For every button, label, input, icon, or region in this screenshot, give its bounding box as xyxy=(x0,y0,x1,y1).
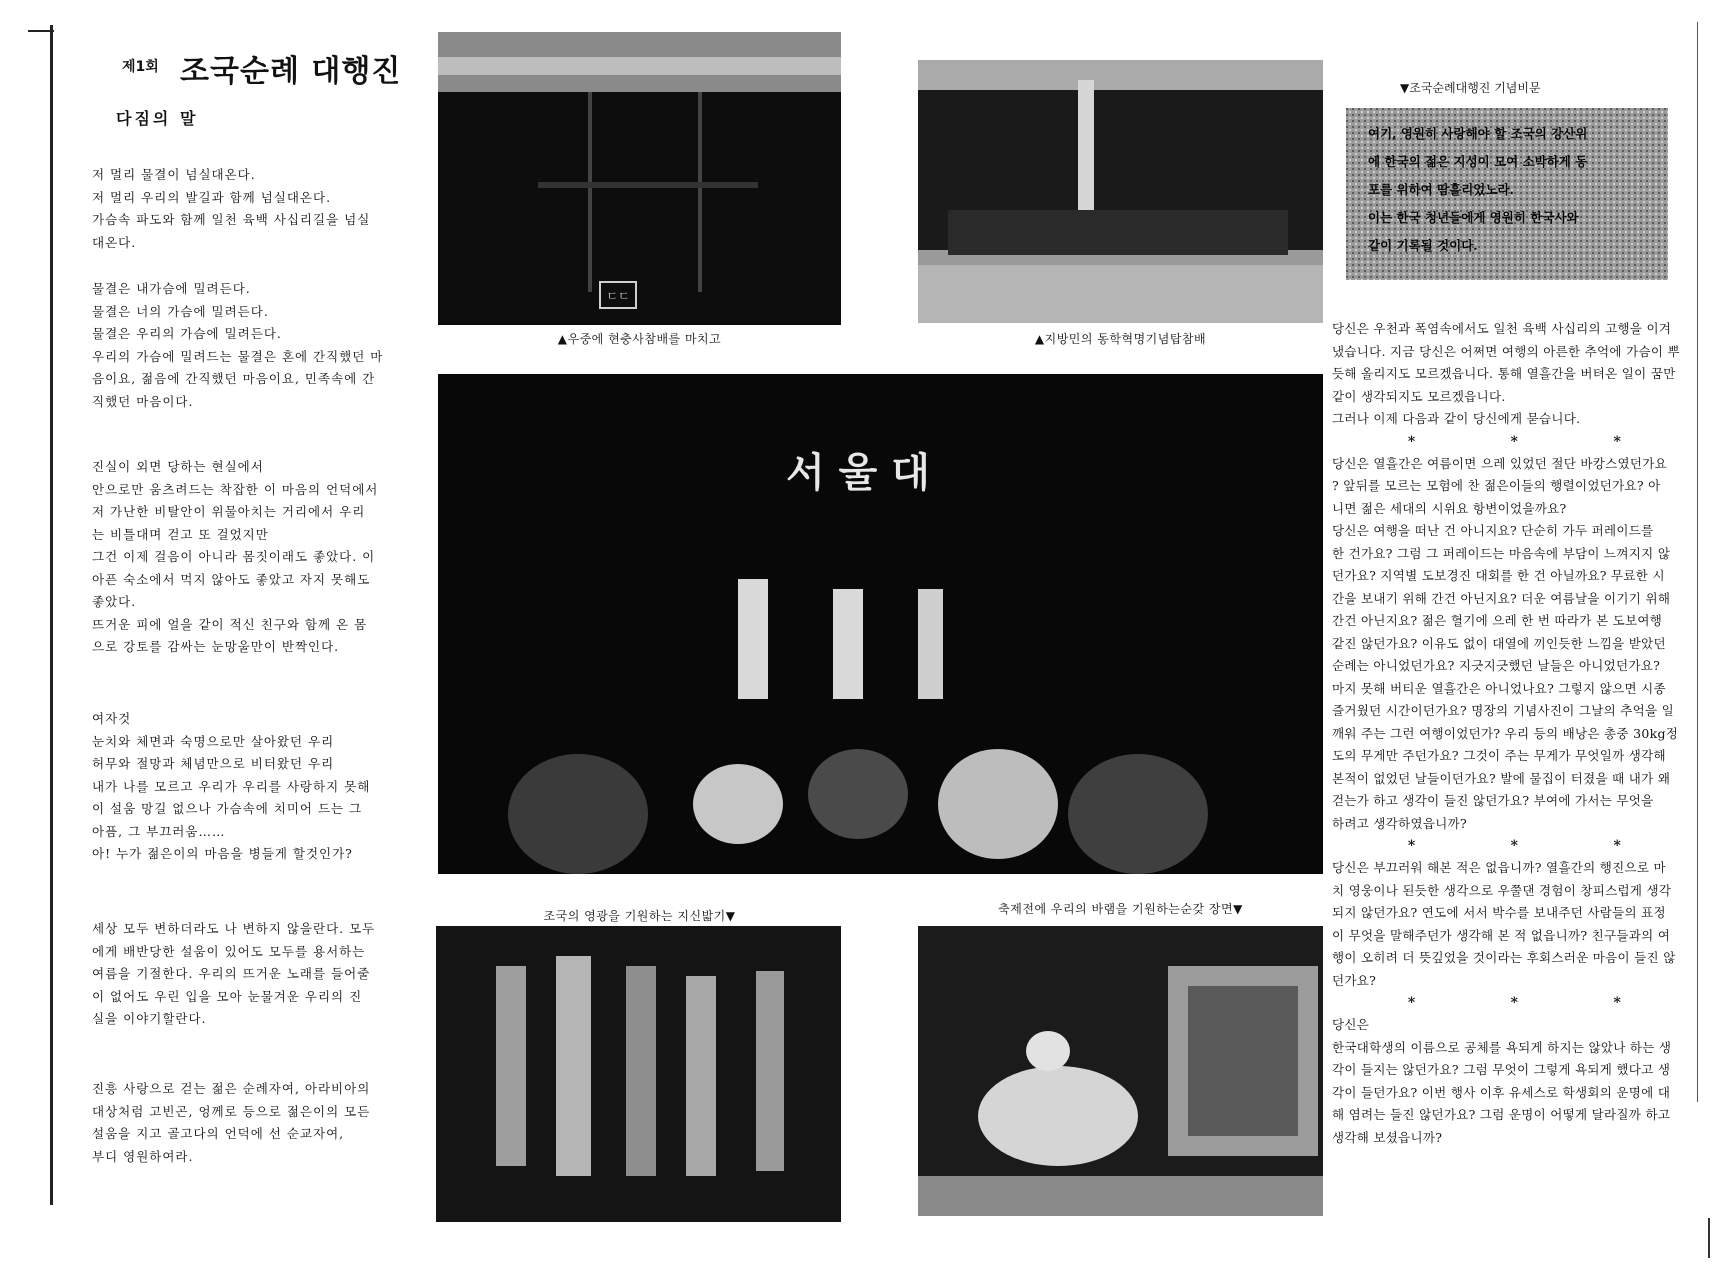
essay-line: 당신은 열흘간은 여름이면 으레 있었던 절단 바캉스였던가요 xyxy=(1332,455,1668,471)
essay-line: 냈습니다. 지금 당신은 어쩌면 여행의 아른한 추억에 가슴이 뿌 xyxy=(1332,343,1680,359)
essay-line: 니면 젊은 세대의 시위요 항변이었을까요? xyxy=(1332,500,1567,516)
photo-seoul-university-group xyxy=(438,374,1323,874)
poem-line: 는 비틀대며 걷고 또 걸었지만 xyxy=(92,526,269,542)
essay-line: 던가요? 지역별 도보경진 대회를 한 건 아닐까요? 무료한 시 xyxy=(1332,568,1665,583)
memorial-caption: ▼조국순례대행진 기념비문 xyxy=(1400,81,1541,95)
poem-line: 허무와 절망과 체념만으로 비터왔던 우리 xyxy=(92,756,335,771)
poem-line: 설움을 지고 골고다의 언덕에 선 순교자여, xyxy=(92,1126,345,1141)
poem-line: 물결은 내가슴에 밀려든다. xyxy=(92,281,251,296)
poem-line: 아픔, 그 부끄러움…… xyxy=(92,823,226,839)
poem-line: 에게 배반당한 설움이 있어도 모두를 용서하는 xyxy=(92,943,366,959)
photo-ground-ceremony xyxy=(436,926,841,1222)
poem-line: 대온다. xyxy=(92,234,137,250)
essay-line: ? 앞뒤를 모르는 모험에 찬 젊은이들의 행렬이었던가요? 아 xyxy=(1332,478,1661,493)
poem-line: 음이요, 젊음에 간직했던 마음이요, 민족속에 간 xyxy=(92,371,376,386)
essay-line: 한 건가요? 그럼 그 퍼레이드는 마음속에 부담이 느껴지지 않 xyxy=(1332,545,1671,561)
essay-line: 당신은 여행을 떠난 건 아니지요? 단순히 가두 퍼레이드를 xyxy=(1332,523,1654,538)
photo-plaque-text: ㄷㄷ xyxy=(606,289,630,303)
essay-line: 생각해 보셨읍니까? xyxy=(1332,1129,1443,1145)
poem-line: 좋았다. xyxy=(92,594,137,609)
essay-line: 걷는가 하고 생각이 들진 않던가요? 부여에 가서는 무엇을 xyxy=(1332,793,1654,808)
essay-line: 던가요? xyxy=(1332,972,1377,988)
poem-line: 내가 나를 모르고 우리가 우리를 사랑하지 못해 xyxy=(92,778,371,794)
essay-line: 마지 못해 버티운 열흘간은 아니었나요? 그렇지 않으면 시종 xyxy=(1332,680,1666,696)
essay-line: 치 영웅이나 된듯한 생각으로 우쭐댄 경험이 창피스럽게 생각 xyxy=(1332,882,1672,898)
poem-stanza-2 xyxy=(92,278,427,413)
essay-line: 해 염려는 들진 않던가요? 그럼 운명이 어떻게 달라질까 하고 xyxy=(1332,1107,1671,1122)
essay-line: 간을 보내기 위해 간건 아닌지요? 더운 여름날을 이기기 위해 xyxy=(1332,590,1671,606)
poem-stanza-5 xyxy=(92,918,427,1031)
essay-line: 깨워 주는 그런 여행이었던가? 우리 등의 배낭은 총중 30kg정 xyxy=(1332,725,1679,741)
caption-shrine-visit: ▲우중에 현충사참배를 마치고 xyxy=(557,332,722,346)
poem-line: 안으로만 움츠려드는 착잡한 이 마음의 언덕에서 xyxy=(92,481,379,497)
essay-line: 당신은 부끄러워 해본 적은 없읍니까? 열흘간의 행진으로 마 xyxy=(1332,860,1666,875)
poem-line: 물결은 너의 가슴에 밀려든다. xyxy=(92,303,269,319)
memorial-line: 에 한국의 젊은 지성이 모여 소박하게 동 xyxy=(1368,154,1588,169)
memorial-line: 이는 한국 청년들에게 영원히 한국사와 xyxy=(1368,210,1579,225)
photo-festival-prayer xyxy=(918,926,1323,1216)
essay-line: 순례는 아니었던가요? 지긋지긋했던 날들은 아니었던가요? xyxy=(1332,658,1661,673)
essay-line: 간건 아닌지요? 젊은 혈기에 으레 한 번 따라가 본 도보여행 xyxy=(1332,613,1663,628)
photo-monument-visit xyxy=(918,60,1323,323)
bottom-right-mark xyxy=(1708,1218,1710,1258)
memorial-inscription xyxy=(1346,108,1668,280)
essay-line: 같이 생각되지도 모르겠읍니다. xyxy=(1332,388,1506,404)
memorial-line: 여기, 영원히 사랑해야 할 조국의 강산위 xyxy=(1368,126,1588,141)
section-stars: * * * xyxy=(1407,838,1622,854)
caption-festival-prayer: 축제전에 우리의 바램을 기원하는순갖 장면▼ xyxy=(998,902,1243,916)
essay-line: 각이 들지는 않던가요? 그럼 무엇이 그렇게 욕되게 했다고 생 xyxy=(1332,1062,1671,1077)
essay-line: 이 무엇을 말해주던가 생각해 본 적 없읍니까? 친구들과의 여 xyxy=(1332,927,1671,943)
essay-line: 각이 들던가요? 이번 행사 이후 유세스로 학생회의 운명에 대 xyxy=(1332,1084,1671,1100)
poem-line: 뜨거운 피에 얼을 같이 적신 친구와 함께 온 몸 xyxy=(92,616,368,632)
essay-line: 도의 무게만 주던가요? 그것이 주는 무게가 무엇일까 생각해 xyxy=(1332,748,1666,763)
poem-line: 눈치와 체면과 숙명으로만 살아왔던 우리 xyxy=(92,733,335,749)
poem-line: 가슴속 파도와 함께 일천 육백 사십리길을 넘실 xyxy=(92,212,371,227)
section-stars: * * * xyxy=(1407,995,1622,1011)
essay-line: 하려고 생각하였읍니까? xyxy=(1332,815,1468,831)
poem-line: 저 가난한 비탈안이 위물아치는 거리에서 우리 xyxy=(92,504,366,519)
caption-ground-ceremony: 조국의 영광을 기원하는 지신밟기▼ xyxy=(543,909,736,923)
poem-line: 부디 영원하여라. xyxy=(92,1148,194,1164)
poem-stanza-6 xyxy=(92,1078,427,1168)
photo-sign-text: 서 울 대 xyxy=(786,450,930,496)
poem-line: 으로 강토를 감싸는 눈망울만이 반짝인다. xyxy=(92,639,340,654)
poem-line: 대상처럼 고빈곤, 엉께로 등으로 젊은이의 모든 xyxy=(92,1103,371,1119)
section-stars: * * * xyxy=(1407,433,1622,450)
poem-line: 직했던 마음이다. xyxy=(92,393,194,409)
essay-column xyxy=(1332,318,1697,1149)
left-margin-rule xyxy=(50,25,53,1205)
left-margin-tick xyxy=(28,30,54,32)
poem-line: 실을 이야기할란다. xyxy=(92,1011,207,1026)
poem-line: 진실이 외면 당하는 현실에서 xyxy=(92,459,264,474)
essay-line: 본적이 없었던 날들이던가요? 발에 물집이 터졌을 때 내가 왜 xyxy=(1332,770,1671,786)
poem-line: 아! 누가 젊은이의 마음을 병들게 할것인가? xyxy=(92,846,353,861)
caption-monument-visit: ▲지방민의 동학혁명기념탑참배 xyxy=(1034,332,1207,346)
essay-line: 한국대학생의 이름으로 공체를 욕되게 하지는 않았나 하는 생 xyxy=(1332,1039,1672,1055)
essay-line: 되지 않던가요? 연도에 서서 박수를 보내주던 사람들의 표정 xyxy=(1332,905,1666,920)
poem-line: 우리의 가슴에 밀려드는 물결은 혼에 간직했던 마 xyxy=(92,348,384,364)
essay-line: 당신은 우천과 폭염속에서도 일천 육백 사십리의 고행을 이겨 xyxy=(1332,321,1672,336)
essay-line: 듯해 올리지도 모르겠읍니다. 통해 열흘간을 버텨온 일이 꿈만 xyxy=(1332,366,1676,381)
poem-stanza-4 xyxy=(92,708,427,866)
memorial-line: 같이 기록될 것이다. xyxy=(1368,238,1478,253)
article-title: 조국순례 대행진 xyxy=(180,54,402,89)
poem-line: 이 없어도 우린 입을 모아 눈물겨운 우리의 진 xyxy=(92,988,363,1004)
poem-line: 아픈 숙소에서 먹지 않아도 좋았고 자지 못해도 xyxy=(92,571,371,587)
poem-line: 세상 모두 변하더라도 나 변하지 않을란다. 모두 xyxy=(92,921,376,936)
essay-line: 그러나 이제 다음과 같이 당신에게 묻습니다. xyxy=(1332,411,1581,426)
essay-line: 즐거웠던 시간이던가요? 명장의 기념사진이 그날의 추억을 일 xyxy=(1332,703,1675,718)
poem-stanza-1 xyxy=(92,164,427,254)
memorial-text xyxy=(1368,120,1658,260)
essay-line: 같진 않던가요? 이유도 없이 대열에 끼인듯한 느낌을 받았던 xyxy=(1332,635,1666,651)
poem-stanza-3 xyxy=(92,456,427,659)
poem-line: 여름을 기절한다. 우리의 뜨거운 노래를 들어줄 xyxy=(92,966,371,981)
poem-line: 여자것 xyxy=(92,711,132,726)
memorial-line: 포를 위하여 땀흘리었노라. xyxy=(1368,182,1514,197)
series-number: 제1회 xyxy=(122,59,159,75)
poem-line: 이 설움 망길 없으나 가슴속에 치미어 드는 그 xyxy=(92,801,363,816)
poem-line: 진흥 사랑으로 걷는 젊은 순례자여, 아라비아의 xyxy=(92,1081,371,1096)
article-subtitle: 다짐의 말 xyxy=(116,109,199,128)
poem-line: 물결은 우리의 가슴에 밀려든다. xyxy=(92,326,282,341)
essay-line: 행이 오히려 더 뜻깊었을 것이라는 후회스러운 마음이 들진 않 xyxy=(1332,950,1676,965)
photo-shrine-visit xyxy=(438,32,841,325)
poem-line: 저 멀리 물결이 넘실대온다. xyxy=(92,167,256,182)
right-margin-rule xyxy=(1697,22,1698,1102)
poem-line: 그건 이제 걸음이 아니라 몸짓이래도 좋았다. 이 xyxy=(92,549,376,564)
poem-line: 저 멀리 우리의 발길과 함께 넘실대온다. xyxy=(92,189,332,205)
essay-line: 당신은 xyxy=(1332,1017,1370,1032)
